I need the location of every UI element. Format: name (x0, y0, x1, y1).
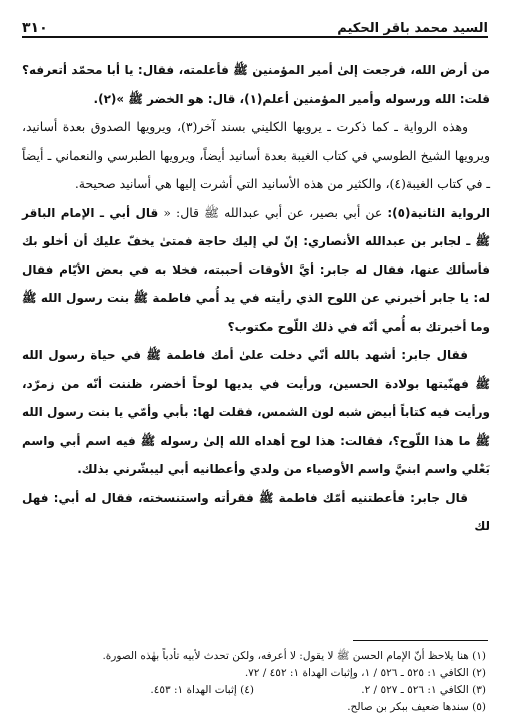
footnote-2: (٢) الكافي ١: ٥٢٥ ـ ٥٢٦ / ١، وإثبات الهداة ١: ٤٥٢ / ٧٢. (244, 667, 486, 679)
footnote-3: (٣) الكافي ١: ٥٢٦ ـ ٥٢٧ / ٢. (361, 684, 486, 696)
header-author: السيد محمد باقر الحكيم (337, 21, 488, 36)
page-number: ٣١٠ (22, 20, 48, 36)
narration-label: الرواية الثانية(٥): (387, 205, 490, 220)
paragraph-3 (22, 199, 490, 342)
paragraph-4: فقال جابر: أشهد بالله أنّي دخلت علىٰ أمك فاطمة ﷺ في حياة رسول الله ﷺ فهنّيتها بولادة الحسين، ورأيت في يديها لوحاً أخضر، ظننت أنّه من زمرّد، ورأيت فيه كتاباً أبيض شبه لون الشمس، فقلت لها: بأبي وأمّي يا بنت رسول الله ﷺ ما هذا اللّوح؟، فقالت: هذا لوح أهداه الله إلىٰ رسوله ﷺ فيه اسم أبي واسم بَعْلي واسم ابنيَّ واسم الأوصياء من ولدي وأعطانيه أبي ليبشّرني بذلك. (22, 348, 490, 476)
paragraph-5: قال جابر: فأعطتنيه أمّك فاطمة ﷺ فقرأته واستنسخته، فقال له أبي: فهل لك (22, 490, 490, 533)
footnote-separator (353, 640, 488, 641)
footnote-4: (٤) إثبات الهداة ١: ٤٥٣. (150, 684, 254, 696)
footnotes (22, 648, 486, 716)
footnote-row (22, 682, 486, 699)
paragraph-1: من أرض الله، فرجعت إلىٰ أمير المؤمنين ﷺ فأعلمته، فقال: يا أبا محمّد أتعرفه؟ قلت: الله ورسوله وأمير المؤمنين أعلم(١)، قال: هو الخضر ﷺ »(٢). (22, 63, 490, 106)
running-header (22, 8, 488, 38)
paragraph-2: وهذه الرواية ـ كما ذكرت ـ يرويها الكليني بسند آخر(٣)، ويرويها الصدوق بعدة أسانيد، ويرويها الشيخ الطوسي في كتاب الغيبة بعدة أسانيد أيضاً، ويرويها الطبرسي والنعماني ـ أيضاً ـ في كتاب الغيبة(٤)، والكثير من هذه الأسانيد التي أشرت إليها هي أسانيد صحيحة. (22, 119, 490, 191)
narration-chain: عن أبي بصير، عن أبي عبدالله ﷺ قال: « (158, 204, 388, 220)
body-text (22, 56, 490, 541)
footnote-1: (١) هنا يلاحظ أنّ الإمام الحسن ﷺ لا يقول: لا أعرفه، ولكن تحدث لأبيه تأدباً بهٰذه الصورة. (102, 650, 486, 662)
narration-text: قال أبي ـ الإمام الباقر ﷺ ـ لجابر بن عبدالله الأنصاري: إنّ لي إليك حاجة فمتىٰ يخفّ عليك أن أخلو بك فأسألك عنها، فقال له جابر: أيَّ الأوقات أحببته، فخلا به في بعض الأيّام فقال له: يا جابر أخبرني عن اللوح الذي رأيته في يد أُمي فاطمة ﷺ بنت رسول الله ﷺ وما أخبرتك به أُمي أنّه في ذلك اللّوح مكتوب؟ (22, 205, 490, 334)
footnote-5: (٥) سندها ضعيف ببكر بن صالح. (347, 701, 486, 713)
